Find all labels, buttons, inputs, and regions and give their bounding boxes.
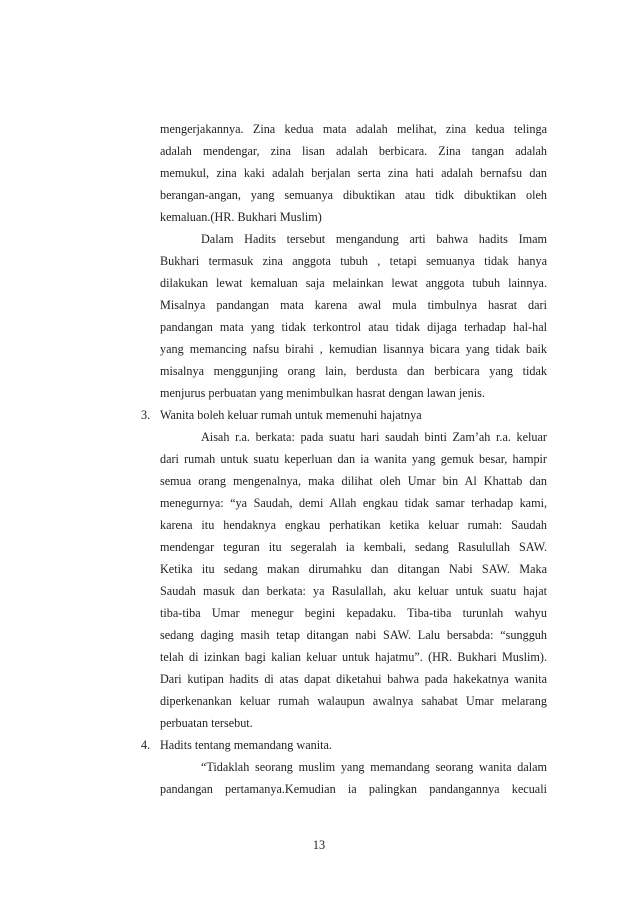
text-line: Misalnya pandangan mata karena awal mula timbulnya hasrat dari bbox=[160, 298, 547, 312]
text-line: pandangan pertamanya.Kemudian ia palingkan pandangannya kecuali bbox=[160, 782, 547, 796]
text-line: dari rumah untuk suatu keperluan dan ia wanita yang gemuk besar, hampir bbox=[160, 452, 547, 466]
text-line: misalnya menggunjing orang lain, berdusta dan berbicara yang tidak bbox=[160, 364, 547, 378]
text-line: Saudah masuk dan berkata: ya Rasulallah, aku keluar untuk suatu hajat bbox=[160, 584, 547, 598]
text-line: mengerjakannya. Zina kedua mata adalah melihat, zina kedua telinga bbox=[160, 122, 547, 136]
list-number: 4. bbox=[141, 738, 151, 752]
text-line: Bukhari termasuk zina anggota tubuh , tetapi semuanya tidak hanya bbox=[160, 254, 547, 268]
text-line: memukul, zina kaki adalah berjalan serta zina hati adalah bernafsu dan bbox=[160, 166, 547, 180]
text-line: adalah mendengar, zina lisan adalah berbicara. Zina tangan adalah bbox=[160, 144, 547, 158]
text-line: telah di izinkan bagi kalian keluar untuk hajatmu”. (HR. Bukhari Muslim). bbox=[160, 650, 547, 664]
text-line: karena itu hendaknya engkau perhatikan ketika keluar rumah: Saudah bbox=[160, 518, 547, 532]
text-line: perbuatan tersebut. bbox=[160, 716, 253, 730]
text-line: dilakukan lewat kemaluan saja melainkan lewat anggota tubuh lainnya. bbox=[160, 276, 547, 290]
text-line: mendengar teguran itu segeralah ia kembali, sedang Rasulullah SAW. bbox=[160, 540, 547, 554]
text-line: Ketika itu sedang makan dirumahku dan ditangan Nabi SAW. Maka bbox=[160, 562, 547, 576]
text-line: menegurnya: “ya Saudah, demi Allah engkau tidak samar terhadap kami, bbox=[160, 496, 547, 510]
text-line: sedang daging masih tetap ditangan nabi SAW. Lalu bersabda: “sungguh bbox=[160, 628, 547, 642]
text-line: pandangan mata yang tidak terkontrol atau tidak dijaga terhadap hal-hal bbox=[160, 320, 547, 334]
text-line: Dari kutipan hadits di atas dapat diketahui bahwa pada hakekatnya wanita bbox=[160, 672, 547, 686]
text-line: tiba-tiba Umar menegur begini kepadaku. Tiba-tiba turunlah wahyu bbox=[160, 606, 547, 620]
text-line: yang memancing nafsu birahi , kemudian lisannya bicara yang tidak baik bbox=[160, 342, 547, 356]
list-item-title: Wanita boleh keluar rumah untuk memenuhi hajatnya bbox=[160, 408, 422, 422]
text-line: kemaluan.(HR. Bukhari Muslim) bbox=[160, 210, 322, 224]
text-line: Aisah r.a. berkata: pada suatu hari saudah binti Zam’ah r.a. keluar bbox=[201, 430, 547, 444]
text-line: berangan-angan, yang semuanya dibuktikan atau tidk dibuktikan oleh bbox=[160, 188, 547, 202]
list-number: 3. bbox=[141, 408, 151, 422]
text-line: semua orang mengenalnya, maka dilihat oleh Umar bin Al Khattab dan bbox=[160, 474, 547, 488]
text-line: “Tidaklah seorang muslim yang memandang seorang wanita dalam bbox=[201, 760, 547, 774]
text-line: menjurus perbuatan yang menimbulkan hasrat dengan lawan jenis. bbox=[160, 386, 485, 400]
page-number: 13 bbox=[312, 838, 326, 852]
list-item-title: Hadits tentang memandang wanita. bbox=[160, 738, 332, 752]
text-line: diperkenankan keluar rumah walaupun awalnya sahabat Umar melarang bbox=[160, 694, 547, 708]
text-line: Dalam Hadits tersebut mengandung arti bahwa hadits Imam bbox=[201, 232, 547, 246]
